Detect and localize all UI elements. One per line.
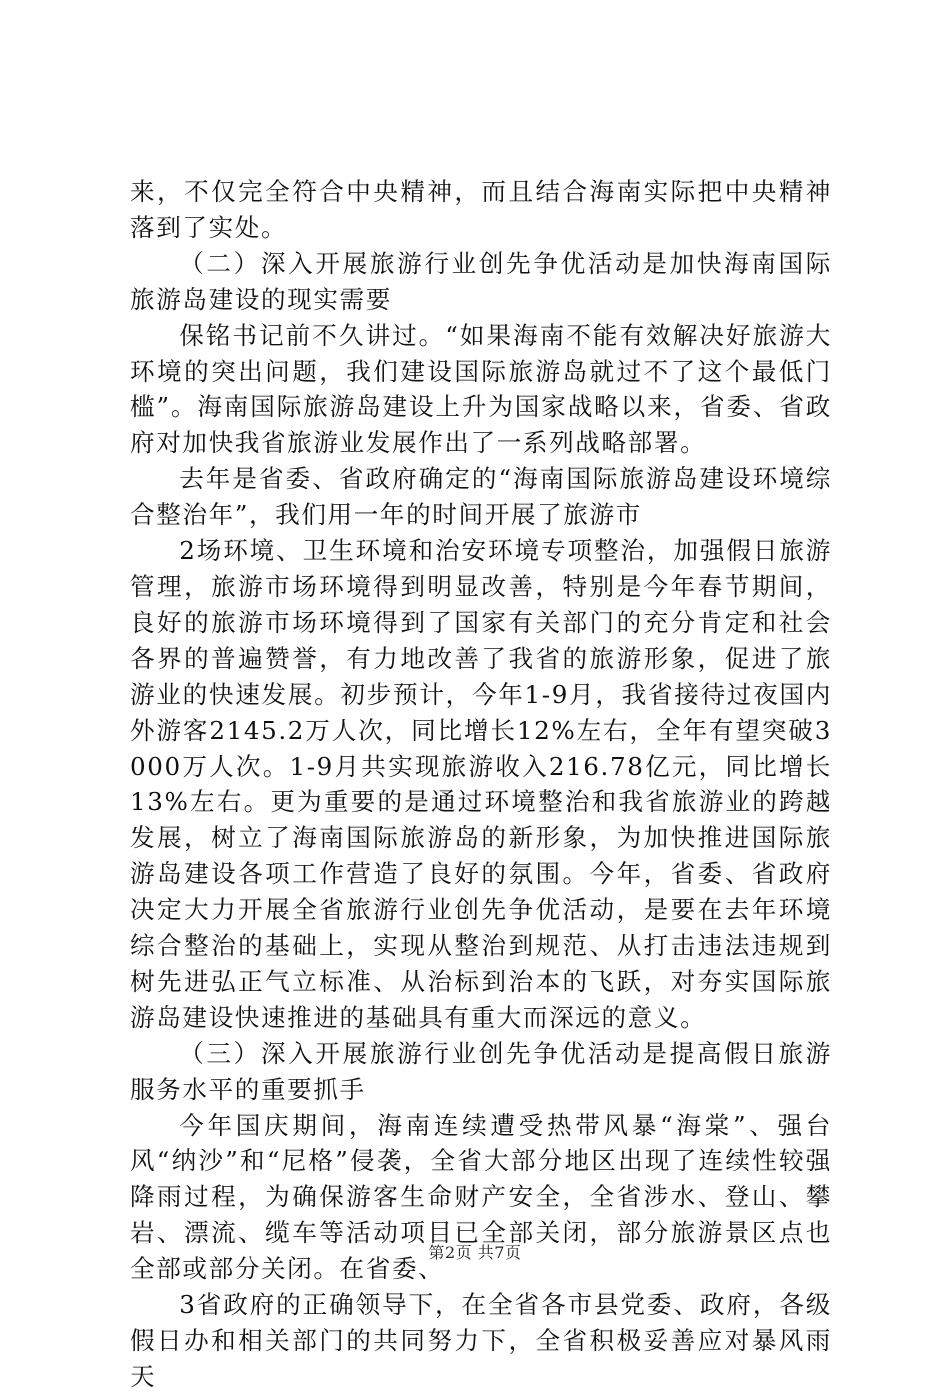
section-heading-3: （三）深入开展旅游行业创先争优活动是提高假日旅游服务水平的重要抓手 [130, 1038, 832, 1104]
paragraph-continuation: 来，不仅完全符合中央精神，而且结合海南实际把中央精神落到了实处。 [130, 177, 832, 242]
section-heading-2: （二）深入开展旅游行业创先争优活动是加快海南国际旅游岛建设的现实需要 [130, 248, 832, 314]
paragraph: 今年国庆期间，海南连续遭受热带风暴“海棠”、强台风“纳沙”和“尼格”侵袭，全省大部分地区出现了连续性较强降雨过程，为确保游客生命财产安全，全省涉水、登山、攀岩、漂流、缆车等活动项目已全部关闭，部分旅游景区点也全部或部分关闭。在省委、 [130, 1110, 832, 1284]
paragraph: 去年是省委、省政府确定的“海南国际旅游岛建设环境综合整治年”，我们用一年的时间开展了旅游市 [130, 464, 832, 530]
document-body [130, 174, 832, 1395]
paragraph: 保铭书记前不久讲过。“如果海南不能有效解决好旅游大环境的突出问题，我们建设国际旅游岛就过不了这个最低门槛”。海南国际旅游岛建设上升为国家战略以来，省委、省政府对加快我省旅游业发展作出了一系列战略部署。 [130, 320, 832, 458]
page-number-label: 第2页 共7页 [428, 1243, 522, 1262]
page-footer [0, 1240, 950, 1263]
paragraph: 3省政府的正确领导下，在全省各市县党委、政府，各级假日办和相关部门的共同努力下，全省积极妥善应对暴风雨天 [130, 1290, 832, 1391]
paragraph: 2场环境、卫生环境和治安环境专项整治，加强假日旅游管理，旅游市场环境得到明显改善，特别是今年春节期间，良好的旅游市场环境得到了国家有关部门的充分肯定和社会各界的普遍赞誉，有力地改善了我省的旅游形象，促进了旅游业的快速发展。初步预计，今年1-9月，我省接待过夜国内外游客2145.2万人次，同比增长12%左右，全年有望突破3000万人次。1-9月共实现旅游收入216.78亿元，同比增长13%左右。更为重要的是通过环境整治和我省旅游业的跨越发展，树立了海南国际旅游岛的新形象，为加快推进国际旅游岛建设各项工作营造了良好的氛围。今年，省委、省政府决定大力开展全省旅游行业创先争优活动，是要在去年环境综合整治的基础上，实现从整治到规范、从打击违法违规到树先进弘正气立标准、从治标到治本的飞跃，对夯实国际旅游岛建设快速推进的基础具有重大而深远的意义。 [130, 536, 832, 1032]
